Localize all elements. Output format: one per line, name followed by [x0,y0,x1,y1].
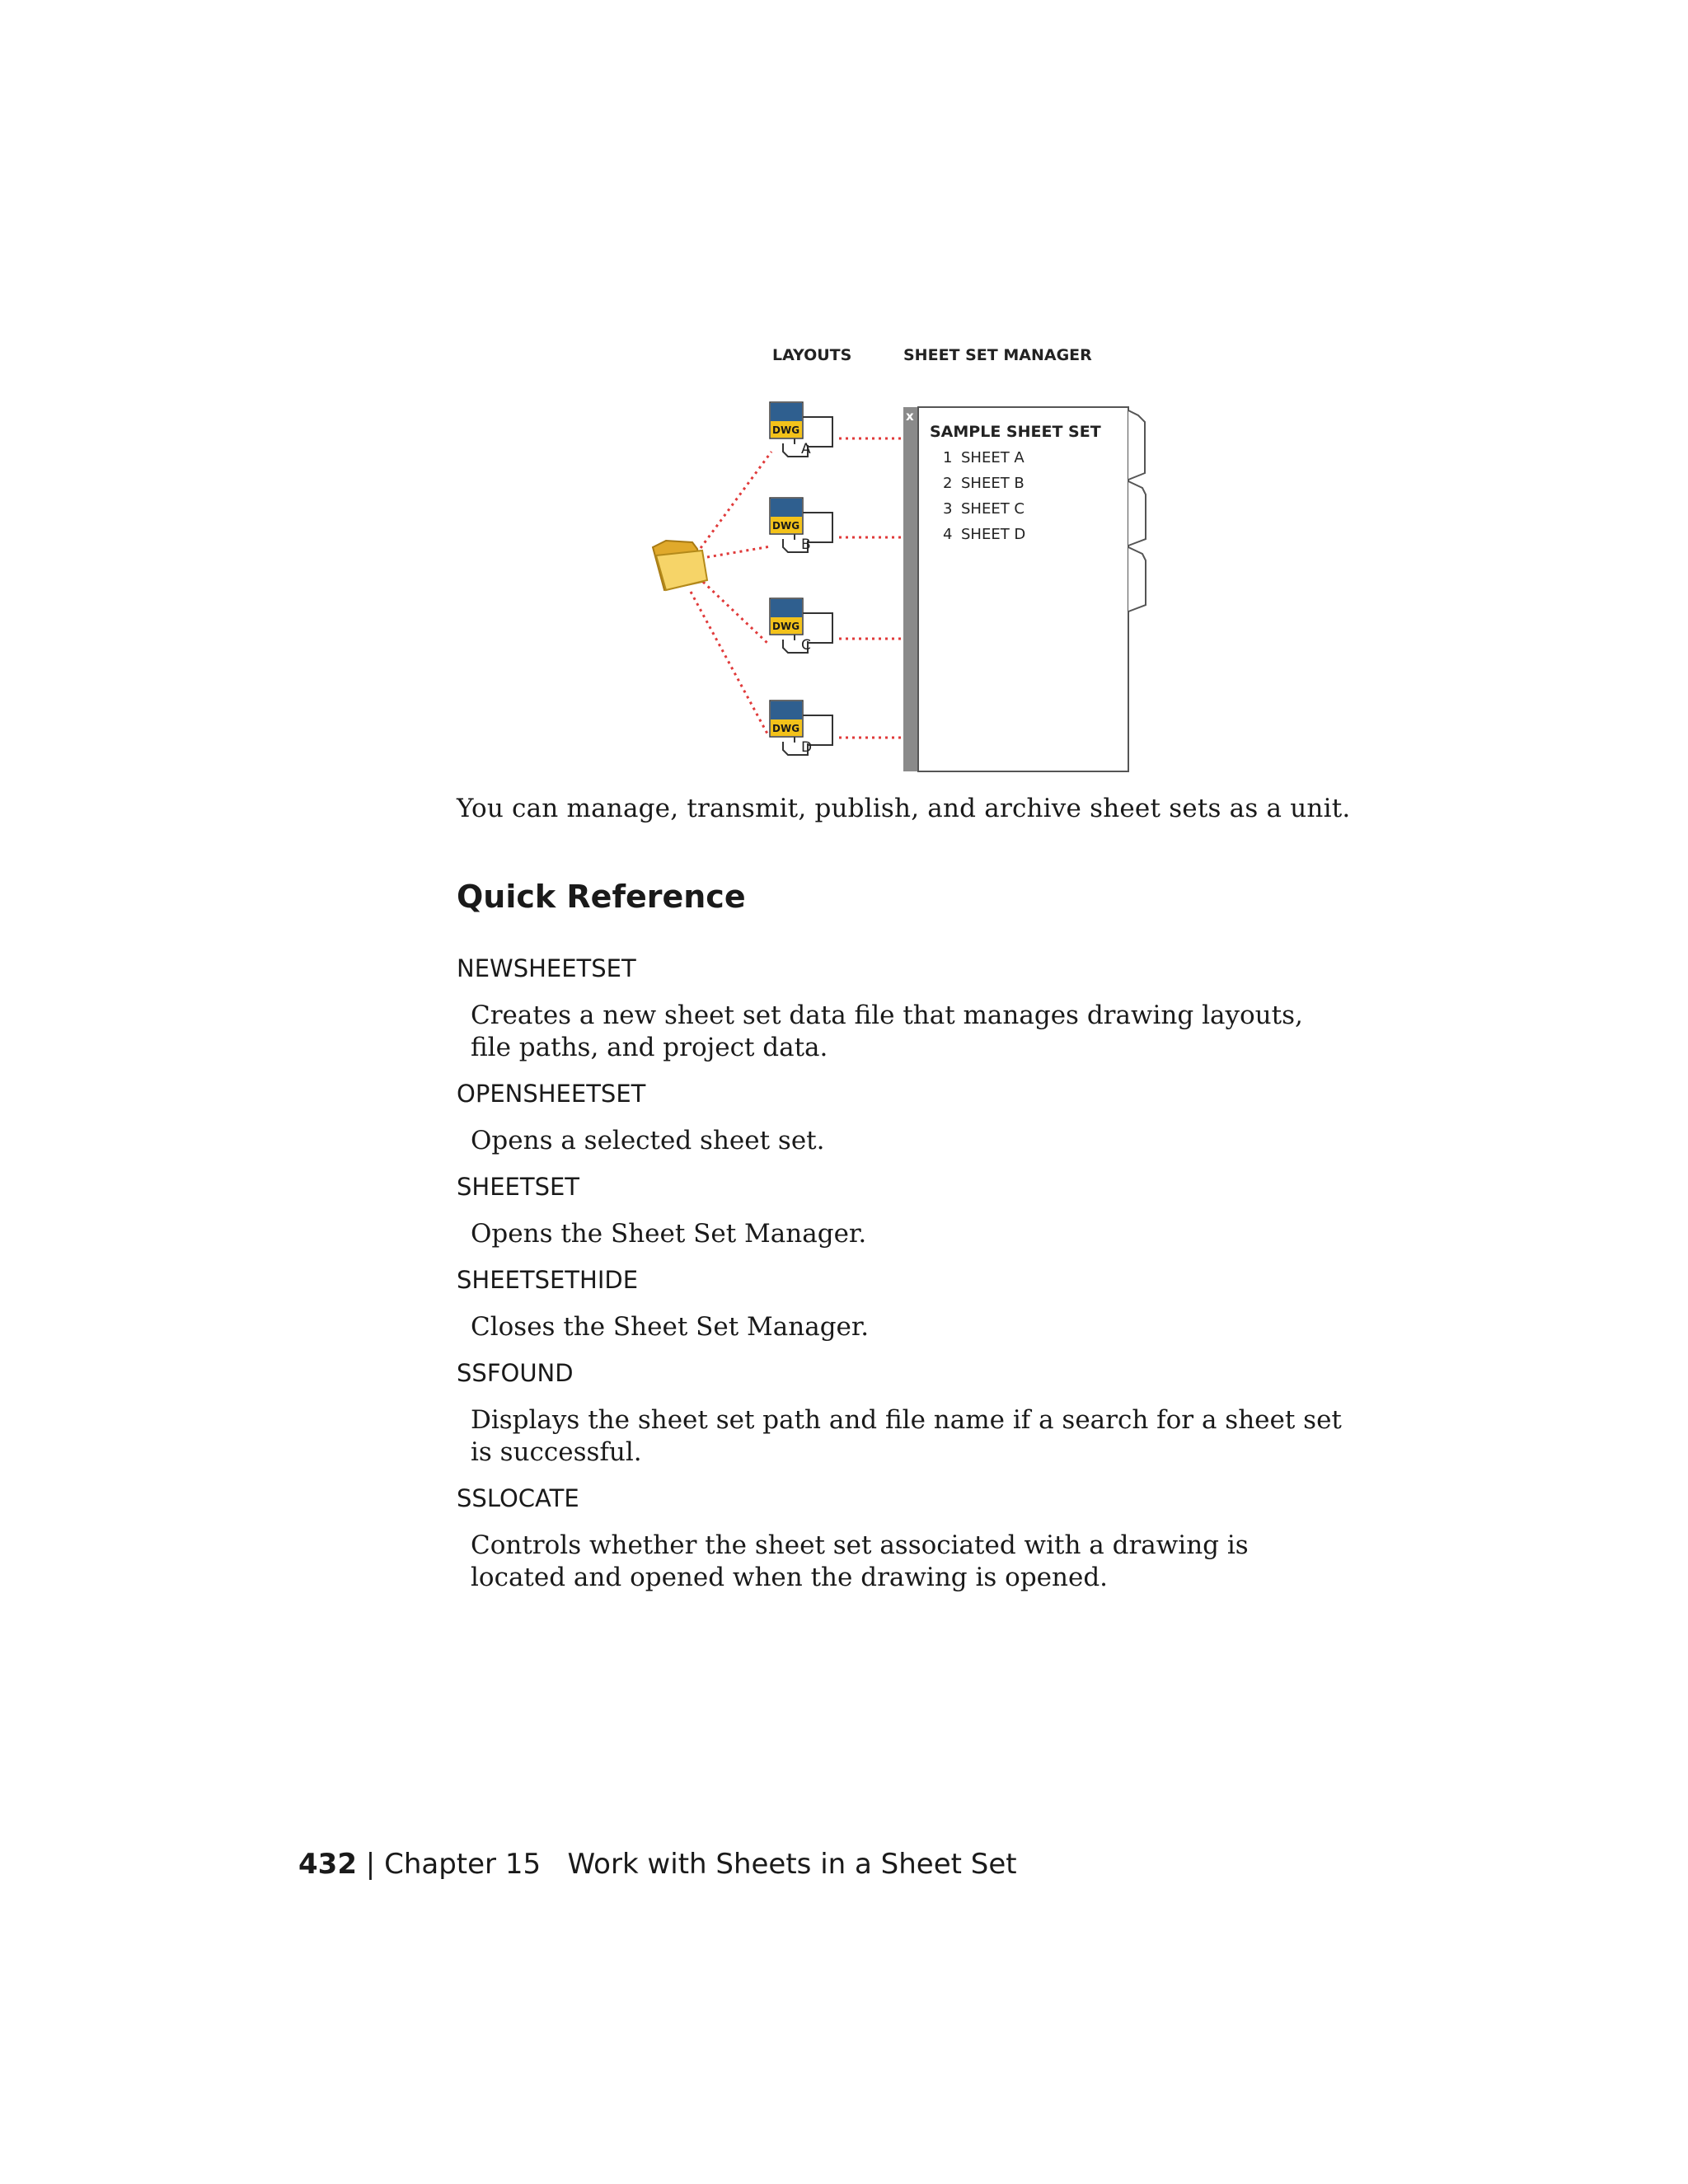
dwg-file-icon [770,598,803,635]
layout-icon-b [770,498,832,553]
layout-connectors [839,438,902,738]
page-number: 432 [298,1848,357,1881]
dwg-file-icon [770,701,803,737]
figure-caption: You can manage, transmit, publish, and archive sheet sets as a unit. [457,794,1351,823]
reference-description: Opens a selected sheet set. [471,1126,825,1155]
page-footer [298,1848,1017,1881]
reference-description: Displays the sheet set path and file name if a search for a sheet set is successful. [471,1405,1342,1467]
chapter-title: Work with Sheets in a Sheet Set [567,1848,1017,1881]
sheet-number: 1 [943,449,953,466]
svg-text:DWG: DWG [772,723,800,734]
reference-description: Opens the Sheet Set Manager. [471,1219,867,1249]
layout-icon-d [770,701,832,756]
dwg-file-icon [770,402,803,438]
sheet-number: 2 [943,475,953,492]
svg-text:DWG: DWG [772,621,800,632]
layout-icon-a [770,402,832,457]
folder-connectors [691,452,771,735]
reference-command: SSLOCATE [457,1484,579,1512]
sheet-label: SHEET D [961,526,1026,543]
reference-command: OPENSHEETSET [457,1080,646,1108]
reference-item [457,1357,1363,1469]
sheet-label: SHEET C [961,500,1025,518]
layout-letter: D [801,739,813,756]
reference-item [457,1263,1363,1343]
reference-item [457,1077,1363,1157]
reference-item [457,1170,1363,1250]
manager-header: SHEET SET MANAGER [903,346,1092,364]
sheet-set-manager-panel [903,407,1146,771]
footer-separator: | [365,1848,376,1881]
reference-description: Controls whether the sheet set associated with a drawing is located and opened when the drawing is opened. [471,1530,1249,1592]
sheet-label: SHEET A [961,449,1025,466]
reference-command: SSFOUND [457,1359,574,1387]
layout-letter: C [801,637,811,654]
dwg-file-icon [770,498,803,534]
quick-reference-list [457,952,1363,1607]
sheet-number: 4 [943,526,953,543]
sheet-set-title: SAMPLE SHEET SET [930,423,1101,441]
layout-letter: A [801,441,811,457]
reference-command: SHEETSET [457,1173,580,1201]
reference-item [457,1482,1363,1594]
reference-item [457,952,1363,1064]
reference-description: Closes the Sheet Set Manager. [471,1312,870,1342]
layouts-header: LAYOUTS [772,346,852,364]
reference-command: NEWSHEETSET [457,954,636,982]
sheet-label: SHEET B [961,475,1025,492]
section-title: Quick Reference [457,879,746,915]
layout-icon-c [770,598,832,654]
reference-description: Creates a new sheet set data file that manages drawing layouts, file paths, and project data. [471,1001,1303,1062]
close-icon: x [906,409,914,424]
folder-icon [653,541,707,590]
svg-text:DWG: DWG [772,424,800,436]
reference-command: SHEETSETHIDE [457,1266,639,1294]
sheet-number: 3 [943,500,953,518]
svg-text:DWG: DWG [772,520,800,532]
chapter-label: Chapter 15 [384,1848,542,1881]
layout-letter: B [801,537,811,553]
